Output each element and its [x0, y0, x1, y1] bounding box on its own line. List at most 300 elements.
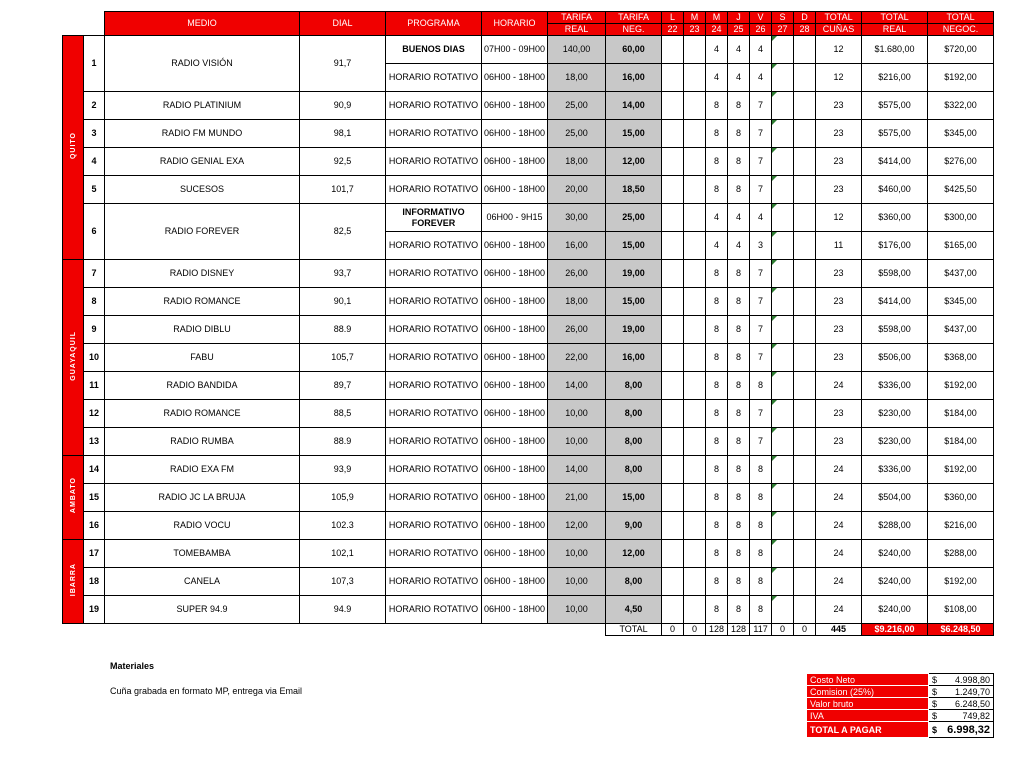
- totals-day[interactable]: 128: [728, 624, 750, 636]
- day-cell[interactable]: 8: [728, 484, 750, 512]
- rate-neg-cell[interactable]: 60,00: [606, 36, 662, 64]
- station-name[interactable]: SUCESOS: [105, 176, 300, 204]
- total-real-cell[interactable]: $1.680,00: [862, 36, 928, 64]
- schedule-cell[interactable]: 06H00 - 18H00: [482, 344, 548, 372]
- rate-real-cell[interactable]: 25,00: [548, 92, 606, 120]
- total-real-cell[interactable]: $240,00: [862, 540, 928, 568]
- day-cell[interactable]: [772, 232, 794, 260]
- total-neg-cell[interactable]: $165,00: [928, 232, 994, 260]
- day-cell[interactable]: [662, 232, 684, 260]
- station-name[interactable]: RADIO RUMBA: [105, 428, 300, 456]
- totals-day[interactable]: 0: [662, 624, 684, 636]
- schedule-cell[interactable]: 06H00 - 9H15: [482, 204, 548, 232]
- rate-neg-cell[interactable]: 8,00: [606, 456, 662, 484]
- station-number[interactable]: 5: [84, 176, 105, 204]
- day-cell[interactable]: [794, 456, 816, 484]
- day-cell[interactable]: 8: [750, 484, 772, 512]
- program-cell[interactable]: INFORMATIVO FOREVER: [386, 204, 482, 232]
- program-cell[interactable]: HORARIO ROTATIVO: [386, 512, 482, 540]
- station-dial[interactable]: 88.9: [300, 428, 386, 456]
- station-dial[interactable]: 105,9: [300, 484, 386, 512]
- day-cell[interactable]: 3: [750, 232, 772, 260]
- station-dial[interactable]: 88,5: [300, 400, 386, 428]
- summary-value[interactable]: 749,82: [943, 710, 994, 722]
- day-cell[interactable]: [794, 484, 816, 512]
- day-cell[interactable]: 8: [728, 372, 750, 400]
- rate-real-cell[interactable]: 16,00: [548, 232, 606, 260]
- rate-neg-cell[interactable]: 16,00: [606, 64, 662, 92]
- program-cell[interactable]: HORARIO ROTATIVO: [386, 120, 482, 148]
- day-cell[interactable]: 7: [750, 176, 772, 204]
- total-real-cell[interactable]: $240,00: [862, 596, 928, 624]
- total-real-cell[interactable]: $414,00: [862, 148, 928, 176]
- day-cell[interactable]: [772, 288, 794, 316]
- station-number[interactable]: 15: [84, 484, 105, 512]
- total-neg-cell[interactable]: $216,00: [928, 512, 994, 540]
- day-cell[interactable]: 8: [728, 120, 750, 148]
- station-dial[interactable]: 93,9: [300, 456, 386, 484]
- station-name[interactable]: RADIO JC LA BRUJA: [105, 484, 300, 512]
- schedule-cell[interactable]: 06H00 - 18H00: [482, 92, 548, 120]
- station-name[interactable]: SUPER 94.9: [105, 596, 300, 624]
- day-cell[interactable]: [772, 204, 794, 232]
- day-cell[interactable]: 4: [728, 36, 750, 64]
- station-dial[interactable]: 98,1: [300, 120, 386, 148]
- program-cell[interactable]: HORARIO ROTATIVO: [386, 176, 482, 204]
- day-cell[interactable]: 4: [706, 204, 728, 232]
- rate-real-cell[interactable]: 20,00: [548, 176, 606, 204]
- day-cell[interactable]: 8: [706, 344, 728, 372]
- day-cell[interactable]: [684, 204, 706, 232]
- day-cell[interactable]: [772, 400, 794, 428]
- total-real-cell[interactable]: $575,00: [862, 120, 928, 148]
- total-cunas-cell[interactable]: 23: [816, 260, 862, 288]
- day-cell[interactable]: 8: [706, 568, 728, 596]
- rate-real-cell[interactable]: 18,00: [548, 288, 606, 316]
- station-number[interactable]: 19: [84, 596, 105, 624]
- program-cell[interactable]: HORARIO ROTATIVO: [386, 64, 482, 92]
- total-neg-cell[interactable]: $425,50: [928, 176, 994, 204]
- total-neg-cell[interactable]: $192,00: [928, 456, 994, 484]
- day-cell[interactable]: [794, 400, 816, 428]
- day-cell[interactable]: 4: [728, 232, 750, 260]
- station-dial[interactable]: 101,7: [300, 176, 386, 204]
- total-real-cell[interactable]: $216,00: [862, 64, 928, 92]
- schedule-cell[interactable]: 06H00 - 18H00: [482, 512, 548, 540]
- program-cell[interactable]: HORARIO ROTATIVO: [386, 428, 482, 456]
- day-cell[interactable]: 7: [750, 92, 772, 120]
- total-cunas-cell[interactable]: 23: [816, 288, 862, 316]
- day-cell[interactable]: [772, 316, 794, 344]
- total-neg-cell[interactable]: $192,00: [928, 64, 994, 92]
- total-cunas-cell[interactable]: 23: [816, 316, 862, 344]
- schedule-cell[interactable]: 06H00 - 18H00: [482, 540, 548, 568]
- rate-neg-cell[interactable]: 8,00: [606, 568, 662, 596]
- rate-neg-cell[interactable]: 8,00: [606, 400, 662, 428]
- total-cunas-cell[interactable]: 24: [816, 372, 862, 400]
- day-cell[interactable]: 8: [728, 428, 750, 456]
- day-cell[interactable]: 8: [706, 596, 728, 624]
- rate-neg-cell[interactable]: 15,00: [606, 484, 662, 512]
- station-dial[interactable]: 102.3: [300, 512, 386, 540]
- day-cell[interactable]: 4: [750, 204, 772, 232]
- day-cell[interactable]: [772, 540, 794, 568]
- station-name[interactable]: RADIO DIBLU: [105, 316, 300, 344]
- total-cunas-cell[interactable]: 23: [816, 400, 862, 428]
- totals-day[interactable]: 0: [684, 624, 706, 636]
- program-cell[interactable]: HORARIO ROTATIVO: [386, 232, 482, 260]
- station-number[interactable]: 13: [84, 428, 105, 456]
- day-cell[interactable]: [794, 64, 816, 92]
- rate-real-cell[interactable]: 21,00: [548, 484, 606, 512]
- day-cell[interactable]: 4: [750, 36, 772, 64]
- program-cell[interactable]: BUENOS DIAS: [386, 36, 482, 64]
- total-real-cell[interactable]: $336,00: [862, 372, 928, 400]
- day-cell[interactable]: [662, 288, 684, 316]
- schedule-cell[interactable]: 06H00 - 18H00: [482, 316, 548, 344]
- day-cell[interactable]: [684, 120, 706, 148]
- schedule-cell[interactable]: 06H00 - 18H00: [482, 400, 548, 428]
- day-cell[interactable]: 8: [728, 512, 750, 540]
- day-cell[interactable]: [772, 148, 794, 176]
- rate-real-cell[interactable]: 18,00: [548, 148, 606, 176]
- totals-cunas[interactable]: 445: [816, 624, 862, 636]
- station-dial[interactable]: 94.9: [300, 596, 386, 624]
- total-real-cell[interactable]: $414,00: [862, 288, 928, 316]
- day-cell[interactable]: [684, 456, 706, 484]
- day-cell[interactable]: 8: [706, 372, 728, 400]
- day-cell[interactable]: [662, 92, 684, 120]
- day-cell[interactable]: [794, 288, 816, 316]
- day-cell[interactable]: [684, 484, 706, 512]
- rate-neg-cell[interactable]: 12,00: [606, 540, 662, 568]
- rate-neg-cell[interactable]: 8,00: [606, 372, 662, 400]
- day-cell[interactable]: 8: [728, 288, 750, 316]
- day-cell[interactable]: [772, 36, 794, 64]
- rate-real-cell[interactable]: 25,00: [548, 120, 606, 148]
- day-cell[interactable]: [684, 316, 706, 344]
- day-cell[interactable]: [772, 568, 794, 596]
- day-cell[interactable]: 4: [706, 232, 728, 260]
- schedule-cell[interactable]: 06H00 - 18H00: [482, 288, 548, 316]
- rate-real-cell[interactable]: 10,00: [548, 400, 606, 428]
- total-real-cell[interactable]: $460,00: [862, 176, 928, 204]
- total-real-cell[interactable]: $360,00: [862, 204, 928, 232]
- station-number[interactable]: 4: [84, 148, 105, 176]
- program-cell[interactable]: HORARIO ROTATIVO: [386, 288, 482, 316]
- day-cell[interactable]: [794, 428, 816, 456]
- day-cell[interactable]: [794, 540, 816, 568]
- schedule-cell[interactable]: 06H00 - 18H00: [482, 596, 548, 624]
- program-cell[interactable]: HORARIO ROTATIVO: [386, 148, 482, 176]
- day-cell[interactable]: [662, 568, 684, 596]
- total-neg-cell[interactable]: $360,00: [928, 484, 994, 512]
- day-cell[interactable]: 7: [750, 316, 772, 344]
- day-cell[interactable]: [684, 344, 706, 372]
- total-cunas-cell[interactable]: 23: [816, 428, 862, 456]
- total-cunas-cell[interactable]: 23: [816, 120, 862, 148]
- day-cell[interactable]: [794, 148, 816, 176]
- day-cell[interactable]: [684, 596, 706, 624]
- program-cell[interactable]: HORARIO ROTATIVO: [386, 260, 482, 288]
- rate-real-cell[interactable]: 18,00: [548, 64, 606, 92]
- day-cell[interactable]: 4: [728, 64, 750, 92]
- schedule-cell[interactable]: 06H00 - 18H00: [482, 120, 548, 148]
- day-cell[interactable]: [794, 260, 816, 288]
- day-cell[interactable]: [684, 372, 706, 400]
- program-cell[interactable]: HORARIO ROTATIVO: [386, 316, 482, 344]
- program-cell[interactable]: HORARIO ROTATIVO: [386, 484, 482, 512]
- total-real-cell[interactable]: $506,00: [862, 344, 928, 372]
- totals-day[interactable]: 0: [772, 624, 794, 636]
- rate-real-cell[interactable]: 14,00: [548, 372, 606, 400]
- day-cell[interactable]: [684, 400, 706, 428]
- schedule-cell[interactable]: 06H00 - 18H00: [482, 148, 548, 176]
- station-name[interactable]: RADIO ROMANCE: [105, 400, 300, 428]
- day-cell[interactable]: 8: [728, 260, 750, 288]
- total-real-cell[interactable]: $230,00: [862, 400, 928, 428]
- total-cunas-cell[interactable]: 24: [816, 540, 862, 568]
- schedule-cell[interactable]: 06H00 - 18H00: [482, 568, 548, 596]
- total-cunas-cell[interactable]: 23: [816, 148, 862, 176]
- station-name[interactable]: RADIO EXA FM: [105, 456, 300, 484]
- day-cell[interactable]: [794, 344, 816, 372]
- day-cell[interactable]: 8: [728, 400, 750, 428]
- day-cell[interactable]: [662, 64, 684, 92]
- day-cell[interactable]: [772, 120, 794, 148]
- day-cell[interactable]: 8: [706, 120, 728, 148]
- total-real-cell[interactable]: $176,00: [862, 232, 928, 260]
- schedule-cell[interactable]: 06H00 - 18H00: [482, 456, 548, 484]
- day-cell[interactable]: [684, 36, 706, 64]
- day-cell[interactable]: [772, 484, 794, 512]
- total-neg-cell[interactable]: $184,00: [928, 428, 994, 456]
- day-cell[interactable]: 4: [706, 64, 728, 92]
- day-cell[interactable]: 7: [750, 288, 772, 316]
- schedule-cell[interactable]: 06H00 - 18H00: [482, 176, 548, 204]
- program-cell[interactable]: HORARIO ROTATIVO: [386, 400, 482, 428]
- total-neg-cell[interactable]: $184,00: [928, 400, 994, 428]
- day-cell[interactable]: 8: [728, 456, 750, 484]
- station-dial[interactable]: 82,5: [300, 204, 386, 260]
- station-dial[interactable]: 91,7: [300, 36, 386, 92]
- day-cell[interactable]: [684, 148, 706, 176]
- day-cell[interactable]: [794, 316, 816, 344]
- total-neg-cell[interactable]: $192,00: [928, 568, 994, 596]
- day-cell[interactable]: 8: [706, 288, 728, 316]
- station-dial[interactable]: 105,7: [300, 344, 386, 372]
- rate-real-cell[interactable]: 10,00: [548, 596, 606, 624]
- day-cell[interactable]: [772, 344, 794, 372]
- day-cell[interactable]: [794, 92, 816, 120]
- day-cell[interactable]: 7: [750, 428, 772, 456]
- day-cell[interactable]: [794, 204, 816, 232]
- day-cell[interactable]: 8: [728, 176, 750, 204]
- rate-neg-cell[interactable]: 16,00: [606, 344, 662, 372]
- rate-neg-cell[interactable]: 8,00: [606, 428, 662, 456]
- station-number[interactable]: 17: [84, 540, 105, 568]
- total-neg-cell[interactable]: $345,00: [928, 288, 994, 316]
- day-cell[interactable]: [684, 260, 706, 288]
- program-cell[interactable]: HORARIO ROTATIVO: [386, 540, 482, 568]
- total-neg-cell[interactable]: $108,00: [928, 596, 994, 624]
- station-name[interactable]: RADIO DISNEY: [105, 260, 300, 288]
- summary-value[interactable]: 4.998,80: [943, 674, 994, 686]
- day-cell[interactable]: 8: [728, 344, 750, 372]
- day-cell[interactable]: [684, 232, 706, 260]
- station-number[interactable]: 2: [84, 92, 105, 120]
- station-name[interactable]: CANELA: [105, 568, 300, 596]
- day-cell[interactable]: [662, 540, 684, 568]
- rate-real-cell[interactable]: 26,00: [548, 316, 606, 344]
- day-cell[interactable]: 8: [728, 568, 750, 596]
- day-cell[interactable]: [662, 456, 684, 484]
- station-number[interactable]: 9: [84, 316, 105, 344]
- total-real-cell[interactable]: $504,00: [862, 484, 928, 512]
- day-cell[interactable]: 8: [750, 540, 772, 568]
- totals-neg[interactable]: $6.248,50: [928, 624, 994, 636]
- station-number[interactable]: 8: [84, 288, 105, 316]
- total-cunas-cell[interactable]: 12: [816, 204, 862, 232]
- day-cell[interactable]: [772, 372, 794, 400]
- day-cell[interactable]: [662, 36, 684, 64]
- station-dial[interactable]: 107,3: [300, 568, 386, 596]
- day-cell[interactable]: 8: [706, 148, 728, 176]
- station-number[interactable]: 18: [84, 568, 105, 596]
- day-cell[interactable]: 7: [750, 400, 772, 428]
- total-neg-cell[interactable]: $368,00: [928, 344, 994, 372]
- day-cell[interactable]: [772, 596, 794, 624]
- day-cell[interactable]: [684, 92, 706, 120]
- station-number[interactable]: 3: [84, 120, 105, 148]
- rate-neg-cell[interactable]: 12,00: [606, 148, 662, 176]
- total-real-cell[interactable]: $240,00: [862, 568, 928, 596]
- station-number[interactable]: 12: [84, 400, 105, 428]
- day-cell[interactable]: [684, 428, 706, 456]
- summary-value[interactable]: 6.998,32: [943, 722, 994, 738]
- rate-real-cell[interactable]: 14,00: [548, 456, 606, 484]
- station-number[interactable]: 11: [84, 372, 105, 400]
- day-cell[interactable]: 8: [706, 456, 728, 484]
- total-cunas-cell[interactable]: 11: [816, 232, 862, 260]
- totals-real[interactable]: $9.216,00: [862, 624, 928, 636]
- total-neg-cell[interactable]: $345,00: [928, 120, 994, 148]
- total-cunas-cell[interactable]: 23: [816, 92, 862, 120]
- program-cell[interactable]: HORARIO ROTATIVO: [386, 372, 482, 400]
- station-name[interactable]: RADIO BANDIDA: [105, 372, 300, 400]
- station-dial[interactable]: 93,7: [300, 260, 386, 288]
- station-name[interactable]: RADIO VOCU: [105, 512, 300, 540]
- day-cell[interactable]: [662, 400, 684, 428]
- day-cell[interactable]: [662, 596, 684, 624]
- total-neg-cell[interactable]: $322,00: [928, 92, 994, 120]
- day-cell[interactable]: [772, 260, 794, 288]
- station-dial[interactable]: 92,5: [300, 148, 386, 176]
- schedule-cell[interactable]: 06H00 - 18H00: [482, 64, 548, 92]
- total-real-cell[interactable]: $230,00: [862, 428, 928, 456]
- day-cell[interactable]: 8: [706, 260, 728, 288]
- day-cell[interactable]: 8: [728, 316, 750, 344]
- day-cell[interactable]: 8: [706, 316, 728, 344]
- day-cell[interactable]: [684, 568, 706, 596]
- rate-neg-cell[interactable]: 19,00: [606, 316, 662, 344]
- day-cell[interactable]: 8: [750, 456, 772, 484]
- schedule-cell[interactable]: 06H00 - 18H00: [482, 484, 548, 512]
- total-neg-cell[interactable]: $276,00: [928, 148, 994, 176]
- day-cell[interactable]: [684, 176, 706, 204]
- total-neg-cell[interactable]: $437,00: [928, 260, 994, 288]
- program-cell[interactable]: HORARIO ROTATIVO: [386, 92, 482, 120]
- day-cell[interactable]: 8: [706, 484, 728, 512]
- day-cell[interactable]: 8: [706, 428, 728, 456]
- total-cunas-cell[interactable]: 12: [816, 36, 862, 64]
- schedule-cell[interactable]: 06H00 - 18H00: [482, 372, 548, 400]
- rate-real-cell[interactable]: 10,00: [548, 428, 606, 456]
- rate-neg-cell[interactable]: 18,50: [606, 176, 662, 204]
- station-number[interactable]: 7: [84, 260, 105, 288]
- station-name[interactable]: RADIO ROMANCE: [105, 288, 300, 316]
- day-cell[interactable]: 8: [728, 540, 750, 568]
- day-cell[interactable]: [684, 512, 706, 540]
- schedule-cell[interactable]: 06H00 - 18H00: [482, 232, 548, 260]
- totals-day[interactable]: 128: [706, 624, 728, 636]
- day-cell[interactable]: [684, 540, 706, 568]
- day-cell[interactable]: 8: [706, 540, 728, 568]
- total-cunas-cell[interactable]: 24: [816, 456, 862, 484]
- rate-neg-cell[interactable]: 9,00: [606, 512, 662, 540]
- day-cell[interactable]: 8: [728, 148, 750, 176]
- day-cell[interactable]: [662, 176, 684, 204]
- total-real-cell[interactable]: $598,00: [862, 260, 928, 288]
- station-name[interactable]: RADIO PLATINIUM: [105, 92, 300, 120]
- day-cell[interactable]: 8: [750, 372, 772, 400]
- totals-day[interactable]: 117: [750, 624, 772, 636]
- station-dial[interactable]: 102,1: [300, 540, 386, 568]
- total-neg-cell[interactable]: $300,00: [928, 204, 994, 232]
- day-cell[interactable]: [794, 568, 816, 596]
- day-cell[interactable]: [662, 204, 684, 232]
- day-cell[interactable]: 8: [706, 176, 728, 204]
- day-cell[interactable]: [684, 64, 706, 92]
- day-cell[interactable]: 8: [728, 92, 750, 120]
- day-cell[interactable]: [794, 232, 816, 260]
- schedule-cell[interactable]: 07H00 - 09H00: [482, 36, 548, 64]
- rate-real-cell[interactable]: 10,00: [548, 568, 606, 596]
- day-cell[interactable]: 8: [706, 92, 728, 120]
- rate-real-cell[interactable]: 10,00: [548, 540, 606, 568]
- day-cell[interactable]: 8: [706, 512, 728, 540]
- program-cell[interactable]: HORARIO ROTATIVO: [386, 596, 482, 624]
- program-cell[interactable]: HORARIO ROTATIVO: [386, 344, 482, 372]
- rate-real-cell[interactable]: 140,00: [548, 36, 606, 64]
- station-number[interactable]: 1: [84, 36, 105, 92]
- day-cell[interactable]: 8: [728, 596, 750, 624]
- program-cell[interactable]: HORARIO ROTATIVO: [386, 456, 482, 484]
- day-cell[interactable]: [662, 148, 684, 176]
- day-cell[interactable]: [772, 428, 794, 456]
- station-name[interactable]: RADIO FM MUNDO: [105, 120, 300, 148]
- summary-value[interactable]: 1.249,70: [943, 686, 994, 698]
- total-neg-cell[interactable]: $437,00: [928, 316, 994, 344]
- station-name[interactable]: FABU: [105, 344, 300, 372]
- station-name[interactable]: RADIO GENIAL EXA: [105, 148, 300, 176]
- total-cunas-cell[interactable]: 24: [816, 512, 862, 540]
- day-cell[interactable]: [794, 36, 816, 64]
- total-neg-cell[interactable]: $192,00: [928, 372, 994, 400]
- day-cell[interactable]: [662, 120, 684, 148]
- rate-neg-cell[interactable]: 15,00: [606, 232, 662, 260]
- station-number[interactable]: 14: [84, 456, 105, 484]
